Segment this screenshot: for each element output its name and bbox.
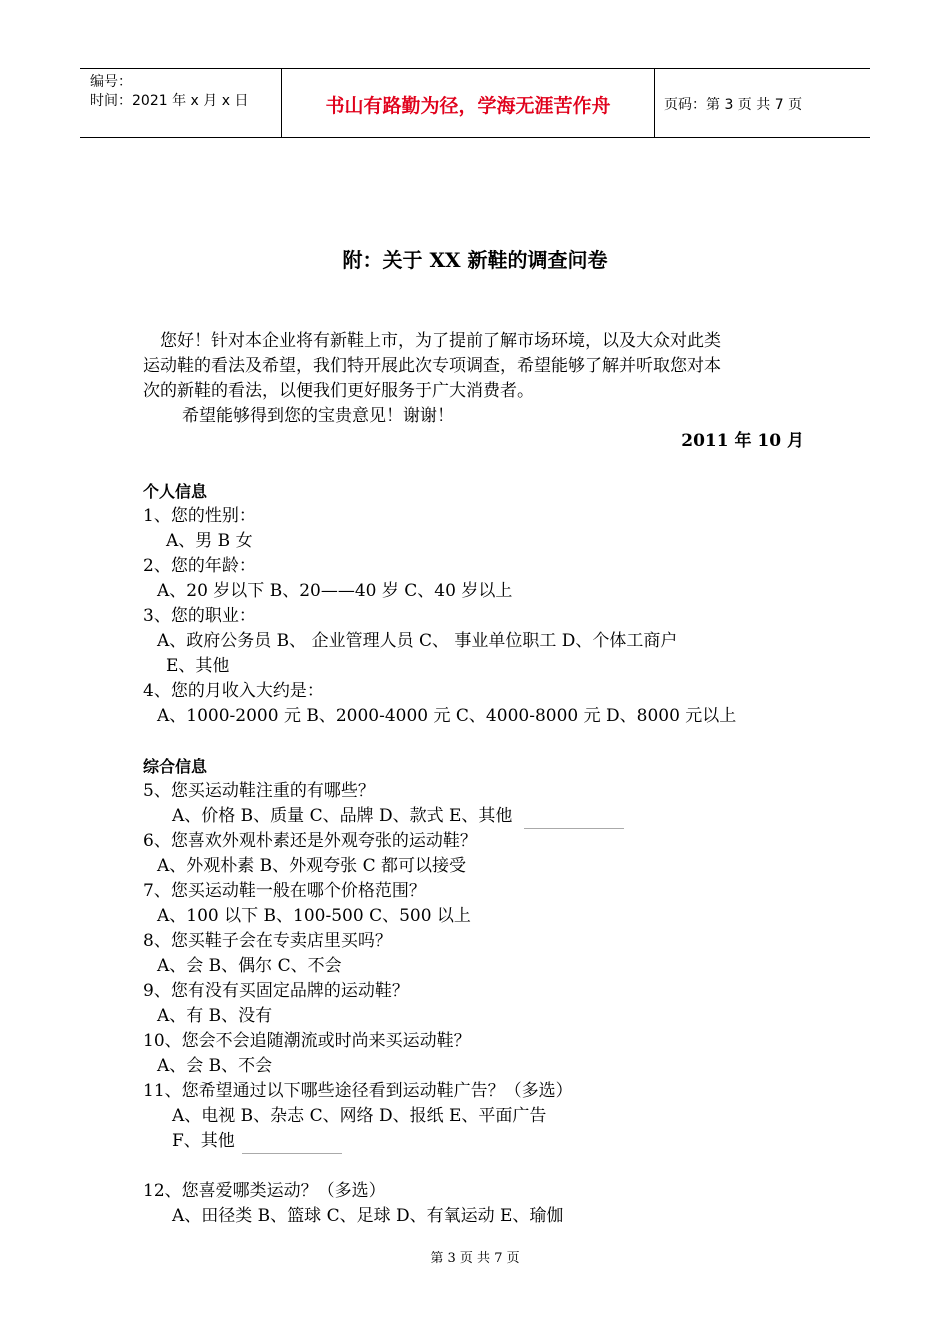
question-3-options-line-2: E、其他 (166, 656, 230, 676)
question-12: 12、您喜爱哪类运动？（多选） (143, 1181, 386, 1201)
header-center-cell (281, 69, 655, 137)
question-11-options-line-2-row (172, 1129, 342, 1154)
question-7: 7、您买运动鞋一般在哪个价格范围？ (143, 881, 426, 901)
number-label: 编号： (90, 74, 132, 90)
question-11: 11、您希望通过以下哪些途径看到运动鞋广告？（多选） (143, 1081, 573, 1101)
question-2-options: A、20 岁以下 B、20——40 岁 C、40 岁以上 (157, 581, 513, 601)
question-2: 2、您的年龄： (143, 556, 256, 576)
question-1: 1、您的性别： (143, 506, 256, 526)
page-footer: 第 3 页 共 7 页 (430, 1251, 520, 1266)
intro-line-3: 次的新鞋的看法，以便我们更好服务于广大消费者。 (143, 381, 534, 401)
intro-date: 2011 年 10 月 (681, 431, 804, 451)
page-header (80, 68, 870, 138)
question-5: 5、您买运动鞋注重的有哪些？ (143, 781, 375, 801)
section-heading-general: 综合信息 (143, 757, 208, 776)
header-left-cell (80, 69, 281, 137)
intro-line-1: 您好！针对本企业将有新鞋上市，为了提前了解市场环境，以及大众对此类 (160, 331, 721, 351)
question-8-options: A、会 B、偶尔 C、不会 (157, 956, 342, 976)
question-4-options: A、1000-2000 元 B、2000-4000 元 C、4000-8000 元 D、8000 元以上 (157, 706, 737, 726)
question-6-options: A、外观朴素 B、外观夸张 C 都可以接受 (157, 856, 466, 876)
question-3: 3、您的职业： (143, 606, 256, 626)
question-12-options: A、田径类 B、篮球 C、足球 D、有氧运动 E、瑜伽 (172, 1206, 564, 1226)
question-9: 9、您有没有买固定品牌的运动鞋？ (143, 981, 409, 1001)
question-10: 10、您会不会追随潮流或时尚来买运动鞋？ (143, 1031, 471, 1051)
question-3-options: A、政府公务员 B、 企业管理人员 C、 事业单位职工 D、个体工商户 (157, 631, 678, 651)
question-10-options: A、会 B、不会 (157, 1056, 273, 1076)
question-11-options-line-2: F、其他 (172, 1131, 235, 1151)
intro-line-4: 希望能够得到您的宝贵意见！谢谢！ (182, 406, 454, 426)
question-7-options: A、100 以下 B、100-500 C、500 以上 (157, 906, 471, 926)
other-answer-blank[interactable] (524, 810, 624, 829)
motto: 书山有路勤为径，学海无涯苦作舟 (325, 95, 611, 117)
page-code: 页码：第 3 页 共 7 页 (664, 97, 803, 113)
question-5-options-row (172, 804, 624, 829)
question-5-options: A、价格 B、质量 C、品牌 D、款式 E、其他 (172, 806, 513, 826)
other-channel-blank[interactable] (242, 1135, 342, 1154)
time-label: 时间：2021 年 x 月 x 日 (90, 93, 249, 109)
question-11-options: A、电视 B、杂志 C、网络 D、报纸 E、平面广告 (172, 1106, 547, 1126)
header-right-cell (654, 69, 870, 137)
question-6: 6、您喜欢外观朴素还是外观夸张的运动鞋？ (143, 831, 477, 851)
intro-line-2: 运动鞋的看法及希望，我们特开展此次专项调查，希望能够了解并听取您对本 (143, 356, 721, 376)
question-9-options: A、有 B、没有 (157, 1006, 273, 1026)
question-8: 8、您买鞋子会在专卖店里买吗？ (143, 931, 392, 951)
question-1-options: A、男 B 女 (166, 531, 253, 551)
document-title: 附：关于 XX 新鞋的调查问卷 (342, 248, 608, 272)
section-heading-personal: 个人信息 (143, 482, 208, 501)
question-4: 4、您的月收入大约是： (143, 681, 324, 701)
